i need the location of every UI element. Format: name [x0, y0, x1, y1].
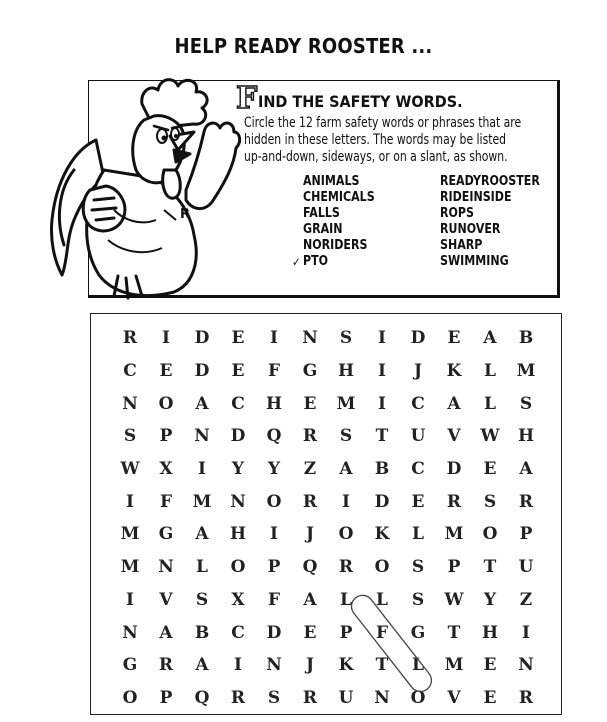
grid-letter[interactable]: I — [198, 459, 206, 480]
grid-letter[interactable]: E — [231, 328, 245, 349]
grid-letter[interactable]: I — [378, 361, 386, 382]
grid-letter[interactable]: L — [484, 393, 496, 414]
grid-letter[interactable]: O — [482, 524, 498, 545]
grid-letter[interactable]: U — [338, 687, 354, 708]
grid-letter[interactable]: U — [410, 426, 426, 447]
grid-letter[interactable]: I — [234, 655, 242, 676]
grid-letter[interactable]: M — [444, 655, 464, 676]
word-list-item: CHEMICALS — [303, 190, 375, 205]
grid-letter[interactable]: O — [122, 687, 138, 708]
grid-letter[interactable]: Q — [302, 557, 318, 578]
grid-letter[interactable]: H — [265, 393, 283, 414]
grid-letter[interactable]: S — [519, 393, 533, 414]
panel-heading — [236, 80, 486, 114]
grid-letter[interactable]: K — [446, 361, 462, 382]
word-list-item: RIDEINSIDE — [440, 190, 512, 205]
grid-letter[interactable]: V — [447, 687, 461, 708]
grid-letter[interactable]: J — [305, 655, 315, 676]
grid-letter[interactable]: S — [267, 687, 281, 708]
grid-letter[interactable]: I — [162, 328, 170, 349]
heading-text: IND THE SAFETY WORDS. — [258, 92, 463, 111]
word-list-item: SHARP — [440, 238, 483, 253]
grid-letter[interactable]: D — [194, 361, 210, 382]
word-list-item: SWIMMING — [440, 254, 509, 269]
grid-letter[interactable]: P — [159, 426, 173, 447]
grid-letter[interactable]: T — [483, 557, 497, 578]
grid-letter[interactable]: M — [192, 491, 212, 512]
grid-letter[interactable]: H — [481, 622, 499, 643]
grid-letter[interactable]: A — [519, 459, 533, 480]
grid-letter[interactable]: S — [195, 589, 209, 610]
grid-letter[interactable]: W — [120, 459, 140, 480]
grid-letter[interactable]: I — [522, 622, 530, 643]
grid-letter[interactable]: H — [337, 361, 355, 382]
grid-letter[interactable]: K — [338, 655, 354, 676]
grid-letter[interactable]: I — [270, 328, 278, 349]
grid-letter[interactable]: P — [339, 622, 353, 643]
word-list-right — [440, 174, 557, 270]
grid-letter[interactable]: N — [230, 491, 246, 512]
grid-letter[interactable]: I — [126, 589, 134, 610]
grid-letter[interactable]: E — [303, 393, 317, 414]
grid-letter[interactable]: O — [338, 524, 354, 545]
word-list-item: ANIMALS — [303, 174, 360, 189]
instructions-line: up-and-down, sideways, or on a slant, as shown. — [244, 149, 508, 165]
grid-letter[interactable]: J — [305, 524, 315, 545]
grid-letter[interactable]: A — [339, 459, 353, 480]
grid-letter[interactable]: F — [375, 622, 389, 643]
grid-letter[interactable]: P — [447, 557, 461, 578]
grid-letter[interactable]: B — [194, 622, 210, 643]
grid-letter[interactable]: M — [516, 361, 536, 382]
grid-letter[interactable]: X — [159, 459, 173, 480]
grid-letter[interactable]: F — [267, 589, 281, 610]
grid-letter[interactable]: N — [302, 328, 318, 349]
word-list-item: NORIDERS — [303, 238, 368, 253]
grid-letter[interactable]: L — [484, 361, 496, 382]
grid-letter[interactable]: G — [302, 361, 318, 382]
grid-letter[interactable]: E — [447, 328, 461, 349]
grid-letter[interactable]: O — [266, 491, 282, 512]
grid-letter[interactable]: N — [518, 655, 534, 676]
word-list-item: READYROOSTER — [440, 174, 540, 189]
grid-letter[interactable]: R — [302, 426, 318, 447]
grid-letter[interactable]: A — [195, 393, 209, 414]
grid-letter[interactable]: Y — [483, 589, 497, 610]
grid-letter[interactable]: L — [196, 557, 208, 578]
grid-letter[interactable]: L — [376, 589, 388, 610]
grid-letter[interactable]: C — [411, 393, 425, 414]
grid-letter[interactable]: S — [411, 589, 425, 610]
grid-letter[interactable]: S — [483, 491, 497, 512]
grid-letter[interactable]: G — [122, 655, 138, 676]
word-list-item-label: PTO — [303, 254, 329, 269]
grid-letter[interactable]: I — [342, 491, 350, 512]
grid-letter[interactable]: N — [194, 426, 210, 447]
grid-letter[interactable]: D — [446, 459, 462, 480]
grid-letter[interactable]: N — [374, 687, 390, 708]
svg-text:R: R — [180, 207, 191, 222]
instructions-text — [244, 115, 564, 166]
grid-letter[interactable]: C — [411, 459, 425, 480]
grid-letter[interactable]: E — [303, 622, 317, 643]
grid-letter[interactable]: F — [267, 361, 281, 382]
grid-letter[interactable]: M — [120, 557, 140, 578]
word-list-item: ROPS — [440, 206, 474, 221]
grid-letter[interactable]: N — [158, 557, 174, 578]
page-title: HELP READY ROOSTER ... — [174, 34, 433, 58]
grid-letter[interactable]: R — [338, 557, 354, 578]
grid-letter[interactable]: Z — [519, 589, 533, 610]
grid-letter[interactable]: R — [446, 491, 462, 512]
grid-letter[interactable]: A — [483, 328, 497, 349]
grid-letter[interactable]: I — [378, 393, 386, 414]
word-list-left — [291, 174, 387, 270]
checkmark-icon: ✓ — [291, 255, 301, 269]
grid-letter[interactable]: I — [126, 491, 134, 512]
grid-letter[interactable]: B — [518, 328, 534, 349]
grid-letter[interactable]: R — [230, 687, 246, 708]
grid-letter[interactable]: R — [122, 328, 138, 349]
grid-letter[interactable]: C — [231, 622, 245, 643]
grid-letter[interactable]: D — [266, 622, 282, 643]
instructions-line: hidden in these letters. The words may be listed — [244, 132, 507, 148]
grid-letter[interactable]: H — [517, 426, 535, 447]
grid-letter[interactable]: D — [374, 491, 390, 512]
grid-letter[interactable]: G — [158, 524, 174, 545]
grid-letter[interactable]: O — [410, 687, 426, 708]
grid-letter[interactable]: K — [374, 524, 390, 545]
grid-letter[interactable]: T — [375, 426, 389, 447]
grid-letter[interactable]: O — [230, 557, 246, 578]
grid-letter[interactable]: L — [412, 524, 424, 545]
heading-drop-cap: F — [236, 81, 258, 116]
grid-letter[interactable]: V — [447, 426, 461, 447]
grid-letter[interactable]: E — [483, 655, 497, 676]
grid-letter[interactable]: A — [195, 524, 209, 545]
grid-letter[interactable]: T — [447, 622, 461, 643]
grid-letter[interactable]: C — [123, 361, 137, 382]
grid-letter[interactable]: S — [339, 426, 353, 447]
rooster-mascot-illustration — [44, 70, 244, 302]
grid-letter[interactable]: N — [266, 655, 282, 676]
grid-letter[interactable]: I — [378, 328, 386, 349]
grid-letter[interactable]: F — [159, 491, 173, 512]
grid-letter[interactable]: J — [413, 361, 423, 382]
grid-letter[interactable]: O — [374, 557, 390, 578]
grid-letter[interactable]: E — [159, 361, 173, 382]
grid-letter[interactable]: Q — [266, 426, 282, 447]
grid-letter[interactable]: E — [411, 491, 425, 512]
word-search-grid — [112, 322, 536, 714]
grid-letter[interactable]: R — [302, 687, 318, 708]
grid-letter[interactable]: D — [410, 328, 426, 349]
grid-letter[interactable]: M — [120, 524, 140, 545]
grid-letter[interactable]: A — [195, 655, 209, 676]
grid-letter[interactable]: M — [444, 524, 464, 545]
grid-letter[interactable]: S — [123, 426, 137, 447]
grid-letter[interactable]: R — [518, 491, 534, 512]
grid-letter[interactable]: P — [267, 557, 281, 578]
grid-letter[interactable]: E — [483, 687, 497, 708]
word-list-item: RUNOVER — [440, 222, 501, 237]
grid-letter[interactable]: R — [518, 687, 534, 708]
grid-letter[interactable]: A — [447, 393, 461, 414]
grid-letter[interactable]: V — [159, 589, 173, 610]
grid-letter[interactable]: E — [483, 459, 497, 480]
grid-letter[interactable]: W — [480, 426, 500, 447]
word-list-item: FALLS — [303, 206, 340, 221]
grid-letter[interactable]: P — [519, 524, 533, 545]
grid-letter[interactable]: S — [411, 557, 425, 578]
grid-letter[interactable]: C — [231, 393, 245, 414]
word-list-item-checked — [291, 254, 375, 270]
grid-letter[interactable]: N — [122, 393, 138, 414]
grid-letter[interactable]: N — [122, 622, 138, 643]
grid-letter[interactable]: R — [302, 491, 318, 512]
grid-letter[interactable]: Z — [303, 459, 317, 480]
grid-letter[interactable]: H — [229, 524, 247, 545]
instructions-line: Circle the 12 farm safety words or phrases that are — [244, 115, 522, 131]
grid-letter[interactable]: U — [518, 557, 534, 578]
grid-letter[interactable]: E — [231, 361, 245, 382]
grid-letter[interactable]: Y — [267, 459, 281, 480]
grid-letter[interactable]: L — [412, 655, 424, 676]
grid-letter[interactable]: A — [303, 589, 317, 610]
grid-letter[interactable]: D — [194, 328, 210, 349]
grid-letter[interactable]: A — [159, 622, 173, 643]
grid-letter[interactable]: R — [158, 655, 174, 676]
grid-letter[interactable]: X — [231, 589, 245, 610]
grid-letter[interactable]: Q — [194, 687, 210, 708]
grid-letter[interactable]: W — [444, 589, 464, 610]
grid-letter[interactable]: G — [410, 622, 426, 643]
grid-letter[interactable]: D — [230, 426, 246, 447]
word-list-item: GRAIN — [303, 222, 343, 237]
grid-letter[interactable]: O — [158, 393, 174, 414]
grid-letter[interactable]: B — [374, 459, 390, 480]
grid-letter[interactable]: I — [270, 524, 278, 545]
grid-letter[interactable]: P — [159, 687, 173, 708]
grid-letter[interactable]: L — [340, 589, 352, 610]
grid-letter[interactable]: Y — [231, 459, 245, 480]
grid-letter[interactable]: S — [339, 328, 353, 349]
grid-letter[interactable]: M — [336, 393, 356, 414]
grid-letter[interactable]: T — [375, 655, 389, 676]
